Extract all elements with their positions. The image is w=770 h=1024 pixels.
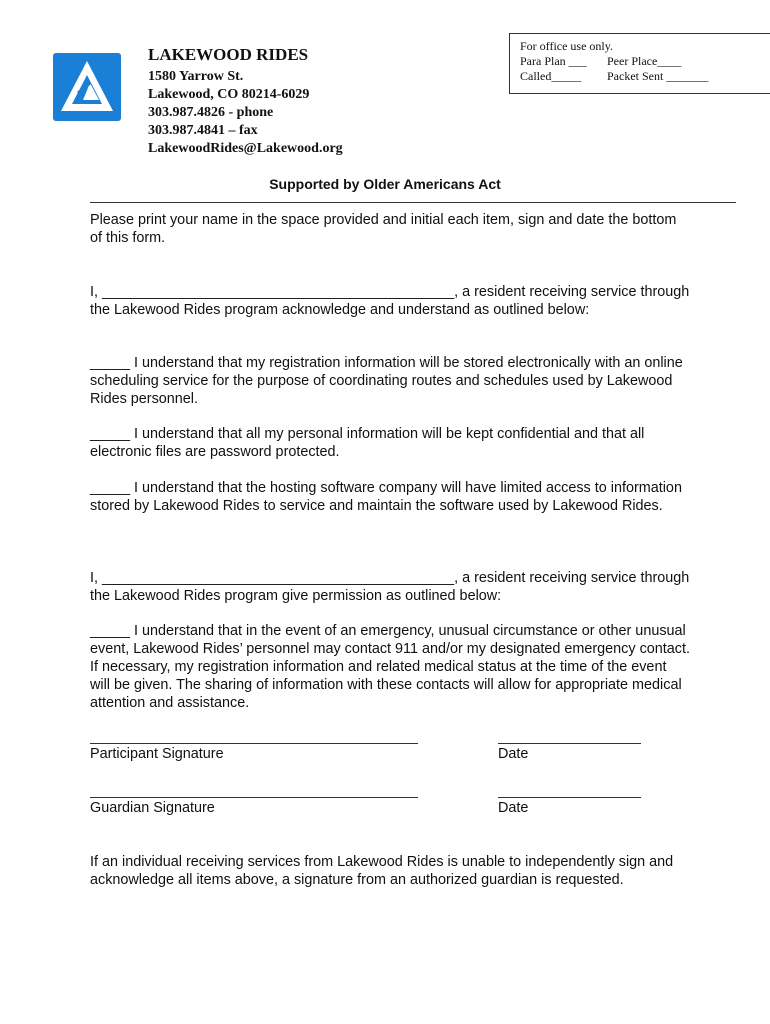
address-line-1: 1580 Yarrow St. <box>148 69 244 84</box>
acknowledgement-statement-1: I, ____________________________________________, a resident receiving service through the Lakewood Rides program acknowledge and understand as outlined below: <box>90 284 690 318</box>
organization-header <box>148 46 343 158</box>
organization-name: LAKEWOOD RIDES <box>148 45 309 64</box>
closing-paragraph: If an individual receiving services from Lakewood Rides is unable to independently sign and acknowledge all items above, a signature from an authorized guardian is requested. <box>90 854 674 888</box>
acknowledgement-statement-2: I, ____________________________________________, a resident receiving service through the Lakewood Rides program give permission as outlined below: <box>90 570 690 604</box>
initial-item-registration: _____ I understand that my registration information will be stored electronically with an online scheduling service for the purpose of coordinating routes and schedules used by Lakewood Rides personnel. <box>90 355 683 407</box>
initial-item-software-access: _____ I understand that the hosting software company will have limited access to information stored by Lakewood Rides to service and maintain the software used by Lakewood Rides. <box>90 480 682 514</box>
office-use-title: For office use only. <box>520 39 613 53</box>
fax-number: 303.987.4841 – fax <box>148 123 258 138</box>
email-address: LakewoodRides@Lakewood.org <box>148 141 343 156</box>
guardian-signature-label: Guardian Signature <box>90 800 215 816</box>
initial-item-emergency: _____ I understand that in the event of an emergency, unusual circumstance or other unusual event, Lakewood Rides’ personnel may contact 911 and/or my designated emergency contact. If necessary, my registration information and related medical status at the time of the event will be given. The sharing of information with these contacts will allow for appropriate medical attention and assistance. <box>90 623 690 711</box>
participant-date-line[interactable] <box>498 743 641 744</box>
form-subtitle: Supported by Older Americans Act <box>269 176 501 192</box>
peer-place-field: Peer Place____ <box>607 54 682 68</box>
lakewood-rides-logo-icon <box>53 53 121 121</box>
intro-paragraph: Please print your name in the space provided and initial each item, sign and date the bottom of this form. <box>90 212 677 246</box>
phone-number: 303.987.4826 - phone <box>148 105 274 120</box>
initial-item-confidentiality: _____ I understand that all my personal information will be kept confidential and that all electronic files are password protected. <box>90 426 645 460</box>
guardian-date-line[interactable] <box>498 797 641 798</box>
address-line-2: Lakewood, CO 80214-6029 <box>148 87 310 102</box>
office-use-box <box>509 33 770 94</box>
guardian-date-label: Date <box>498 800 529 816</box>
header-divider <box>90 202 736 203</box>
called-field: Called_____ <box>520 69 582 83</box>
participant-signature-label: Participant Signature <box>90 746 224 762</box>
participant-date-label: Date <box>498 746 529 762</box>
guardian-signature-line[interactable] <box>90 797 418 798</box>
para-plan-field: Para Plan ___ <box>520 54 587 68</box>
packet-sent-field: Packet Sent _______ <box>607 69 709 83</box>
participant-signature-line[interactable] <box>90 743 418 744</box>
